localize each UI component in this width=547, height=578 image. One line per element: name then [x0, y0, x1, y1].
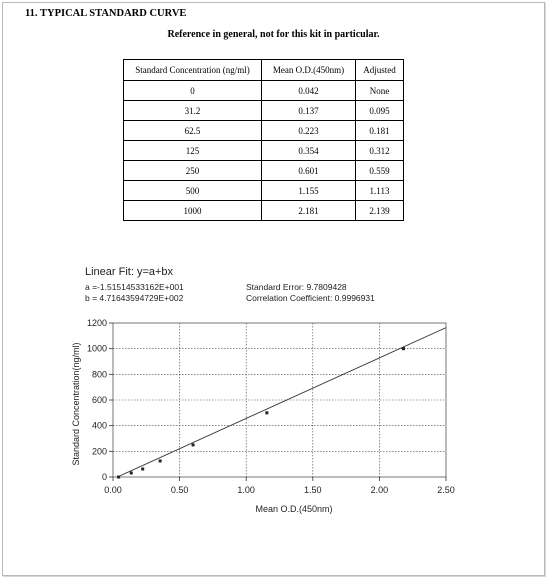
- correlation-coefficient: Correlation Coefficient: 0.9996931: [246, 293, 375, 303]
- data-point: [117, 476, 120, 479]
- header-adjusted: Adjusted: [356, 60, 404, 81]
- y-tick-label: 1000: [86, 343, 107, 354]
- cell-concentration: 62.5: [124, 121, 262, 141]
- data-point: [402, 347, 405, 350]
- reference-note: Reference in general, not for this kit in particular.: [167, 29, 380, 40]
- fit-param-a: a =-1.51514533162E+001: [85, 282, 184, 292]
- y-tick-label: 600: [91, 395, 107, 405]
- cell-adjusted: 0.312: [356, 141, 404, 161]
- cell-mean-od: 1.155: [262, 181, 356, 201]
- cell-concentration: 500: [124, 181, 262, 201]
- x-axis-label: Mean O.D.(450nm): [255, 504, 333, 514]
- data-point: [141, 467, 144, 470]
- y-axis-label: Standard Concentration(ng/ml): [71, 342, 81, 466]
- header-mean-od: Mean O.D.(450nm): [262, 60, 356, 81]
- cell-mean-od: 0.354: [262, 141, 356, 161]
- fit-param-b: b = 4.71643594729E+002: [85, 293, 184, 303]
- x-tick-label: 0.00: [104, 485, 122, 495]
- y-tick-label: 800: [91, 369, 107, 380]
- table-header-row: [124, 60, 404, 81]
- standard-curve-chart: [0, 255, 547, 525]
- fit-line: [117, 328, 446, 477]
- cell-mean-od: 0.042: [262, 81, 356, 101]
- data-point: [130, 471, 133, 474]
- table-row: [124, 161, 404, 181]
- table-row: [124, 81, 404, 101]
- cell-adjusted: None: [356, 81, 404, 101]
- header-concentration: Standard Concentration (ng/ml): [124, 60, 262, 81]
- standard-error: Standard Error: 9.7809428: [246, 282, 347, 292]
- cell-concentration: 0: [124, 81, 262, 101]
- cell-concentration: 125: [124, 141, 262, 161]
- x-tick-label: 0.50: [170, 485, 189, 495]
- plot-area: [87, 318, 455, 495]
- cell-adjusted: 0.181: [356, 121, 404, 141]
- y-tick-label: 400: [91, 420, 107, 431]
- standard-table: [123, 59, 404, 221]
- x-tick-label: 1.50: [304, 485, 322, 495]
- y-tick-label: 0: [101, 472, 107, 482]
- cell-concentration: 250: [124, 161, 262, 181]
- cell-mean-od: 0.223: [262, 121, 356, 141]
- y-tick-label: 200: [91, 446, 107, 457]
- table-row: [124, 181, 404, 201]
- cell-mean-od: 0.137: [262, 101, 356, 121]
- section-title: 11. TYPICAL STANDARD CURVE: [25, 8, 187, 19]
- cell-concentration: 31.2: [124, 101, 262, 121]
- table-row: [124, 121, 404, 141]
- data-point: [265, 411, 268, 414]
- cell-adjusted: 2.139: [356, 201, 404, 221]
- x-tick-label: 1.00: [237, 485, 255, 495]
- x-tick-label: 2.00: [370, 485, 389, 495]
- table-row: [124, 101, 404, 121]
- y-tick-label: 1200: [86, 318, 107, 328]
- chart-title: Linear Fit: y=a+bx: [85, 266, 174, 278]
- x-tick-label: 2.50: [437, 485, 455, 495]
- cell-concentration: 1000: [124, 201, 262, 221]
- cell-mean-od: 2.181: [262, 201, 356, 221]
- cell-mean-od: 0.601: [262, 161, 356, 181]
- cell-adjusted: 1.113: [356, 181, 404, 201]
- table-row: [124, 201, 404, 221]
- table-row: [124, 141, 404, 161]
- data-point: [159, 459, 162, 462]
- cell-adjusted: 0.095: [356, 101, 404, 121]
- cell-adjusted: 0.559: [356, 161, 404, 181]
- data-point: [192, 443, 195, 446]
